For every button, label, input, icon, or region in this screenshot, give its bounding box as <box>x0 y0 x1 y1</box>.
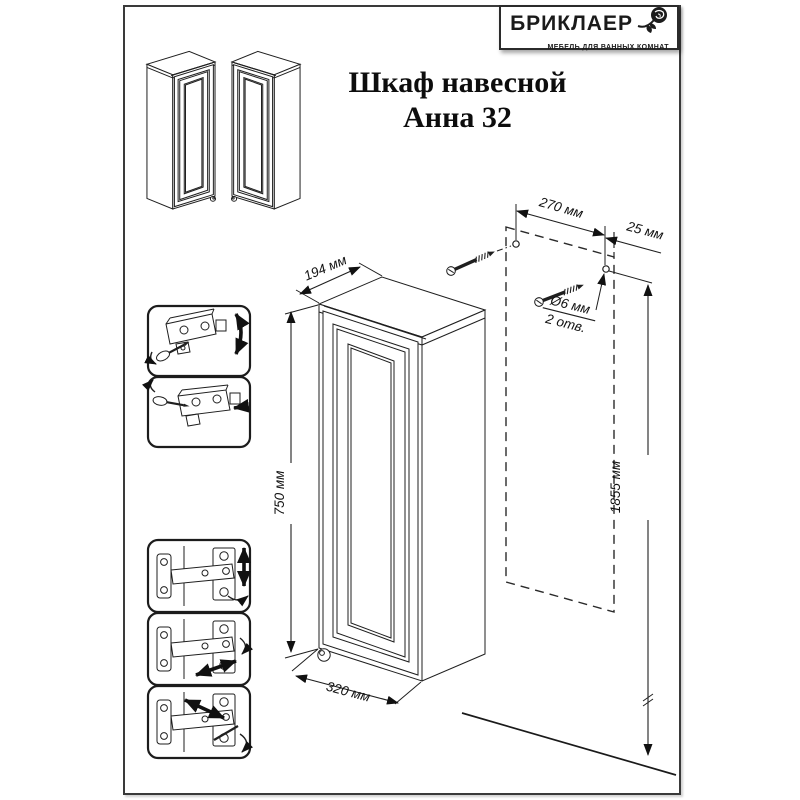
brand-name: БРИКЛАЕР <box>510 11 633 35</box>
svg-text:25 мм: 25 мм <box>625 218 666 243</box>
dimension-hole-spacing <box>516 194 605 265</box>
svg-text:320 мм: 320 мм <box>324 678 372 705</box>
floor-line <box>462 713 676 775</box>
mounting-holes <box>513 241 609 272</box>
hinge-panel-depth-adjust <box>148 686 250 758</box>
main-cabinet-drawing <box>318 277 485 681</box>
dimension-hole-edge-offset <box>606 218 665 253</box>
thumbnail-cabinet-left <box>147 51 216 209</box>
brand-tagline: МЕБЕЛЬ ДЛЯ ВАННЫХ КОМНАТ <box>547 43 669 51</box>
hinge-panel-side-adjust <box>148 613 250 685</box>
hinge-panel-vertical-adjust <box>148 540 250 612</box>
product-title-line1: Шкаф навесной <box>348 66 567 99</box>
svg-text:270 мм: 270 мм <box>537 194 585 222</box>
hole-diameter-callout <box>539 274 604 337</box>
thumbnail-cabinet-right <box>231 51 300 209</box>
wall-template-outline <box>506 227 614 612</box>
svg-text:194 мм: 194 мм <box>301 252 349 284</box>
dimension-height <box>272 305 318 658</box>
svg-text:750 мм: 750 мм <box>272 470 287 516</box>
svg-text:1855 мм: 1855 мм <box>608 460 623 514</box>
dimension-mounting-height <box>608 271 653 755</box>
svg-text:2 отв.: 2 отв. <box>544 311 588 336</box>
bracket-panel-vertical-adjust <box>148 306 250 376</box>
bracket-panel-horizontal-adjust <box>148 377 250 447</box>
mounting-screw-upper <box>445 246 511 277</box>
svg-text:Ø6 мм: Ø6 мм <box>548 292 592 317</box>
product-title-line2: Анна 32 <box>403 100 512 134</box>
